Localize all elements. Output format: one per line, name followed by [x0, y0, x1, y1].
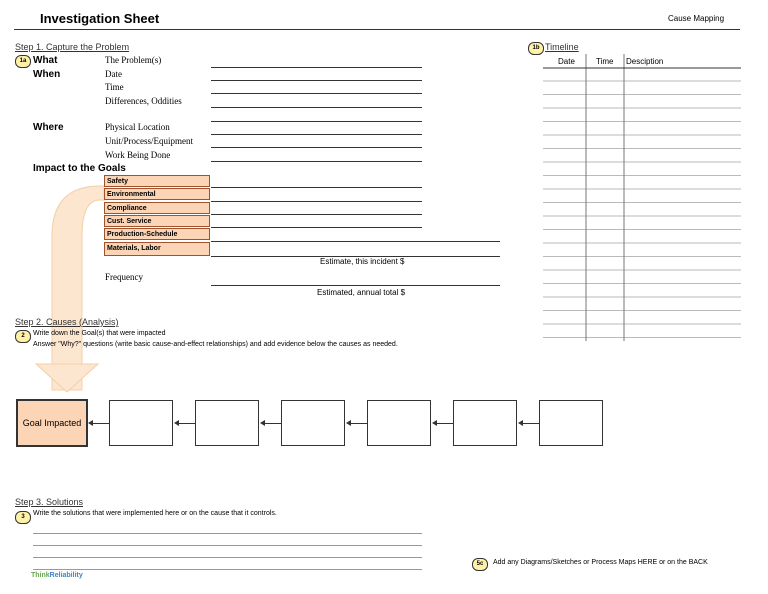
arrow-left-icon	[88, 420, 93, 426]
timeline-heading: Timeline	[545, 42, 579, 52]
problem-label: The Problem(s)	[105, 55, 162, 65]
footer-badge: 5c	[472, 558, 488, 571]
where-label: Where	[33, 122, 64, 133]
where-extra-field[interactable]	[211, 121, 422, 122]
step3-badge: 3	[15, 511, 31, 524]
goal-cust-service-field[interactable]	[211, 227, 422, 228]
differences-field[interactable]	[211, 107, 422, 108]
goal-production-field[interactable]	[211, 241, 500, 242]
cause-box-2[interactable]	[195, 400, 259, 446]
thinkreliability-logo: ThinkReliability	[31, 572, 83, 579]
arrow-left-icon	[260, 420, 265, 426]
timeline-col-date: Date	[558, 57, 575, 66]
date-field[interactable]	[211, 80, 422, 81]
goal-impacted-box[interactable]	[16, 399, 88, 447]
goal-cust-service: Cust. Service	[104, 215, 210, 227]
cause-arrow-5	[437, 423, 453, 424]
arrow-left-icon	[432, 420, 437, 426]
physical-location-label: Physical Location	[105, 122, 170, 132]
timeline-col-time: Time	[596, 57, 614, 66]
brand-label: Cause Mapping	[668, 14, 725, 23]
differences-label: Differences, Oddities	[105, 96, 182, 106]
what-label: What	[33, 55, 58, 66]
cause-box-3[interactable]	[281, 400, 345, 446]
cause-arrow-4	[351, 423, 367, 424]
goal-compliance-field[interactable]	[211, 214, 422, 215]
problem-field[interactable]	[211, 67, 422, 68]
solution-line-1[interactable]	[33, 533, 422, 534]
cause-arrow-6	[523, 423, 539, 424]
timeline-grid[interactable]	[543, 54, 741, 342]
step3-instruction: Write the solutions that were implemented here or on the cause that it controls.	[33, 510, 277, 517]
estimate-incident-label: Estimate, this incident $	[320, 257, 405, 266]
step2-instruction-1: Write down the Goal(s) that were impacted	[33, 330, 166, 337]
frequency-field[interactable]	[211, 285, 500, 286]
goal-production-schedule: Production-Schedule	[104, 228, 210, 240]
cause-arrow-3	[265, 423, 281, 424]
cause-box-5[interactable]	[453, 400, 517, 446]
step1-heading: Step 1. Capture the Problem	[15, 42, 130, 52]
time-label: Time	[105, 82, 124, 92]
when-label: When	[33, 69, 61, 80]
goal-impacted-label: Goal Impacted	[22, 418, 82, 428]
step3-heading: Step 3. Solutions	[15, 497, 84, 507]
goal-safety: Safety	[104, 175, 210, 187]
frequency-label: Frequency	[105, 272, 143, 282]
goal-materials-labor: Materials, Labor	[104, 242, 210, 256]
solution-line-2[interactable]	[33, 545, 422, 546]
arrow-left-icon	[518, 420, 523, 426]
timeline-col-description: Desciption	[626, 57, 664, 66]
physical-location-field[interactable]	[211, 134, 422, 135]
cause-box-6[interactable]	[539, 400, 603, 446]
unit-field[interactable]	[211, 147, 422, 148]
step2-instruction-2: Answer "Why?" questions (write basic cause-and-effect relationships) and add evidence below the causes as needed.	[33, 341, 398, 348]
solution-line-3[interactable]	[33, 557, 422, 558]
step2-badge: 2	[15, 330, 31, 343]
impact-label: Impact to the Goals	[33, 163, 126, 174]
arrow-left-icon	[346, 420, 351, 426]
page-title: Investigation Sheet	[40, 11, 160, 26]
step2-heading: Step 2. Causes (Analysis)	[15, 317, 119, 327]
work-label: Work Being Done	[105, 150, 171, 160]
goal-compliance: Compliance	[104, 202, 210, 214]
timeline-badge: 1b	[528, 42, 544, 55]
time-field[interactable]	[211, 93, 422, 94]
goal-environmental: Environmental	[104, 188, 210, 200]
unit-label: Unit/Process/Equipment	[105, 136, 193, 146]
goal-environmental-field[interactable]	[211, 201, 422, 202]
cause-box-4[interactable]	[367, 400, 431, 446]
estimate-annual-label: Estimated, annual total $	[317, 288, 406, 297]
work-field[interactable]	[211, 161, 422, 162]
cause-arrow-1	[93, 423, 109, 424]
step1-badge: 1a	[15, 55, 31, 68]
goal-safety-field[interactable]	[211, 187, 422, 188]
arrow-left-icon	[174, 420, 179, 426]
cause-arrow-2	[179, 423, 195, 424]
date-label: Date	[105, 69, 122, 79]
header-divider	[14, 29, 740, 30]
solution-line-4[interactable]	[33, 569, 422, 570]
cause-box-1[interactable]	[109, 400, 173, 446]
footer-note: Add any Diagrams/Sketches or Process Maps HERE or on the BACK	[493, 559, 708, 566]
